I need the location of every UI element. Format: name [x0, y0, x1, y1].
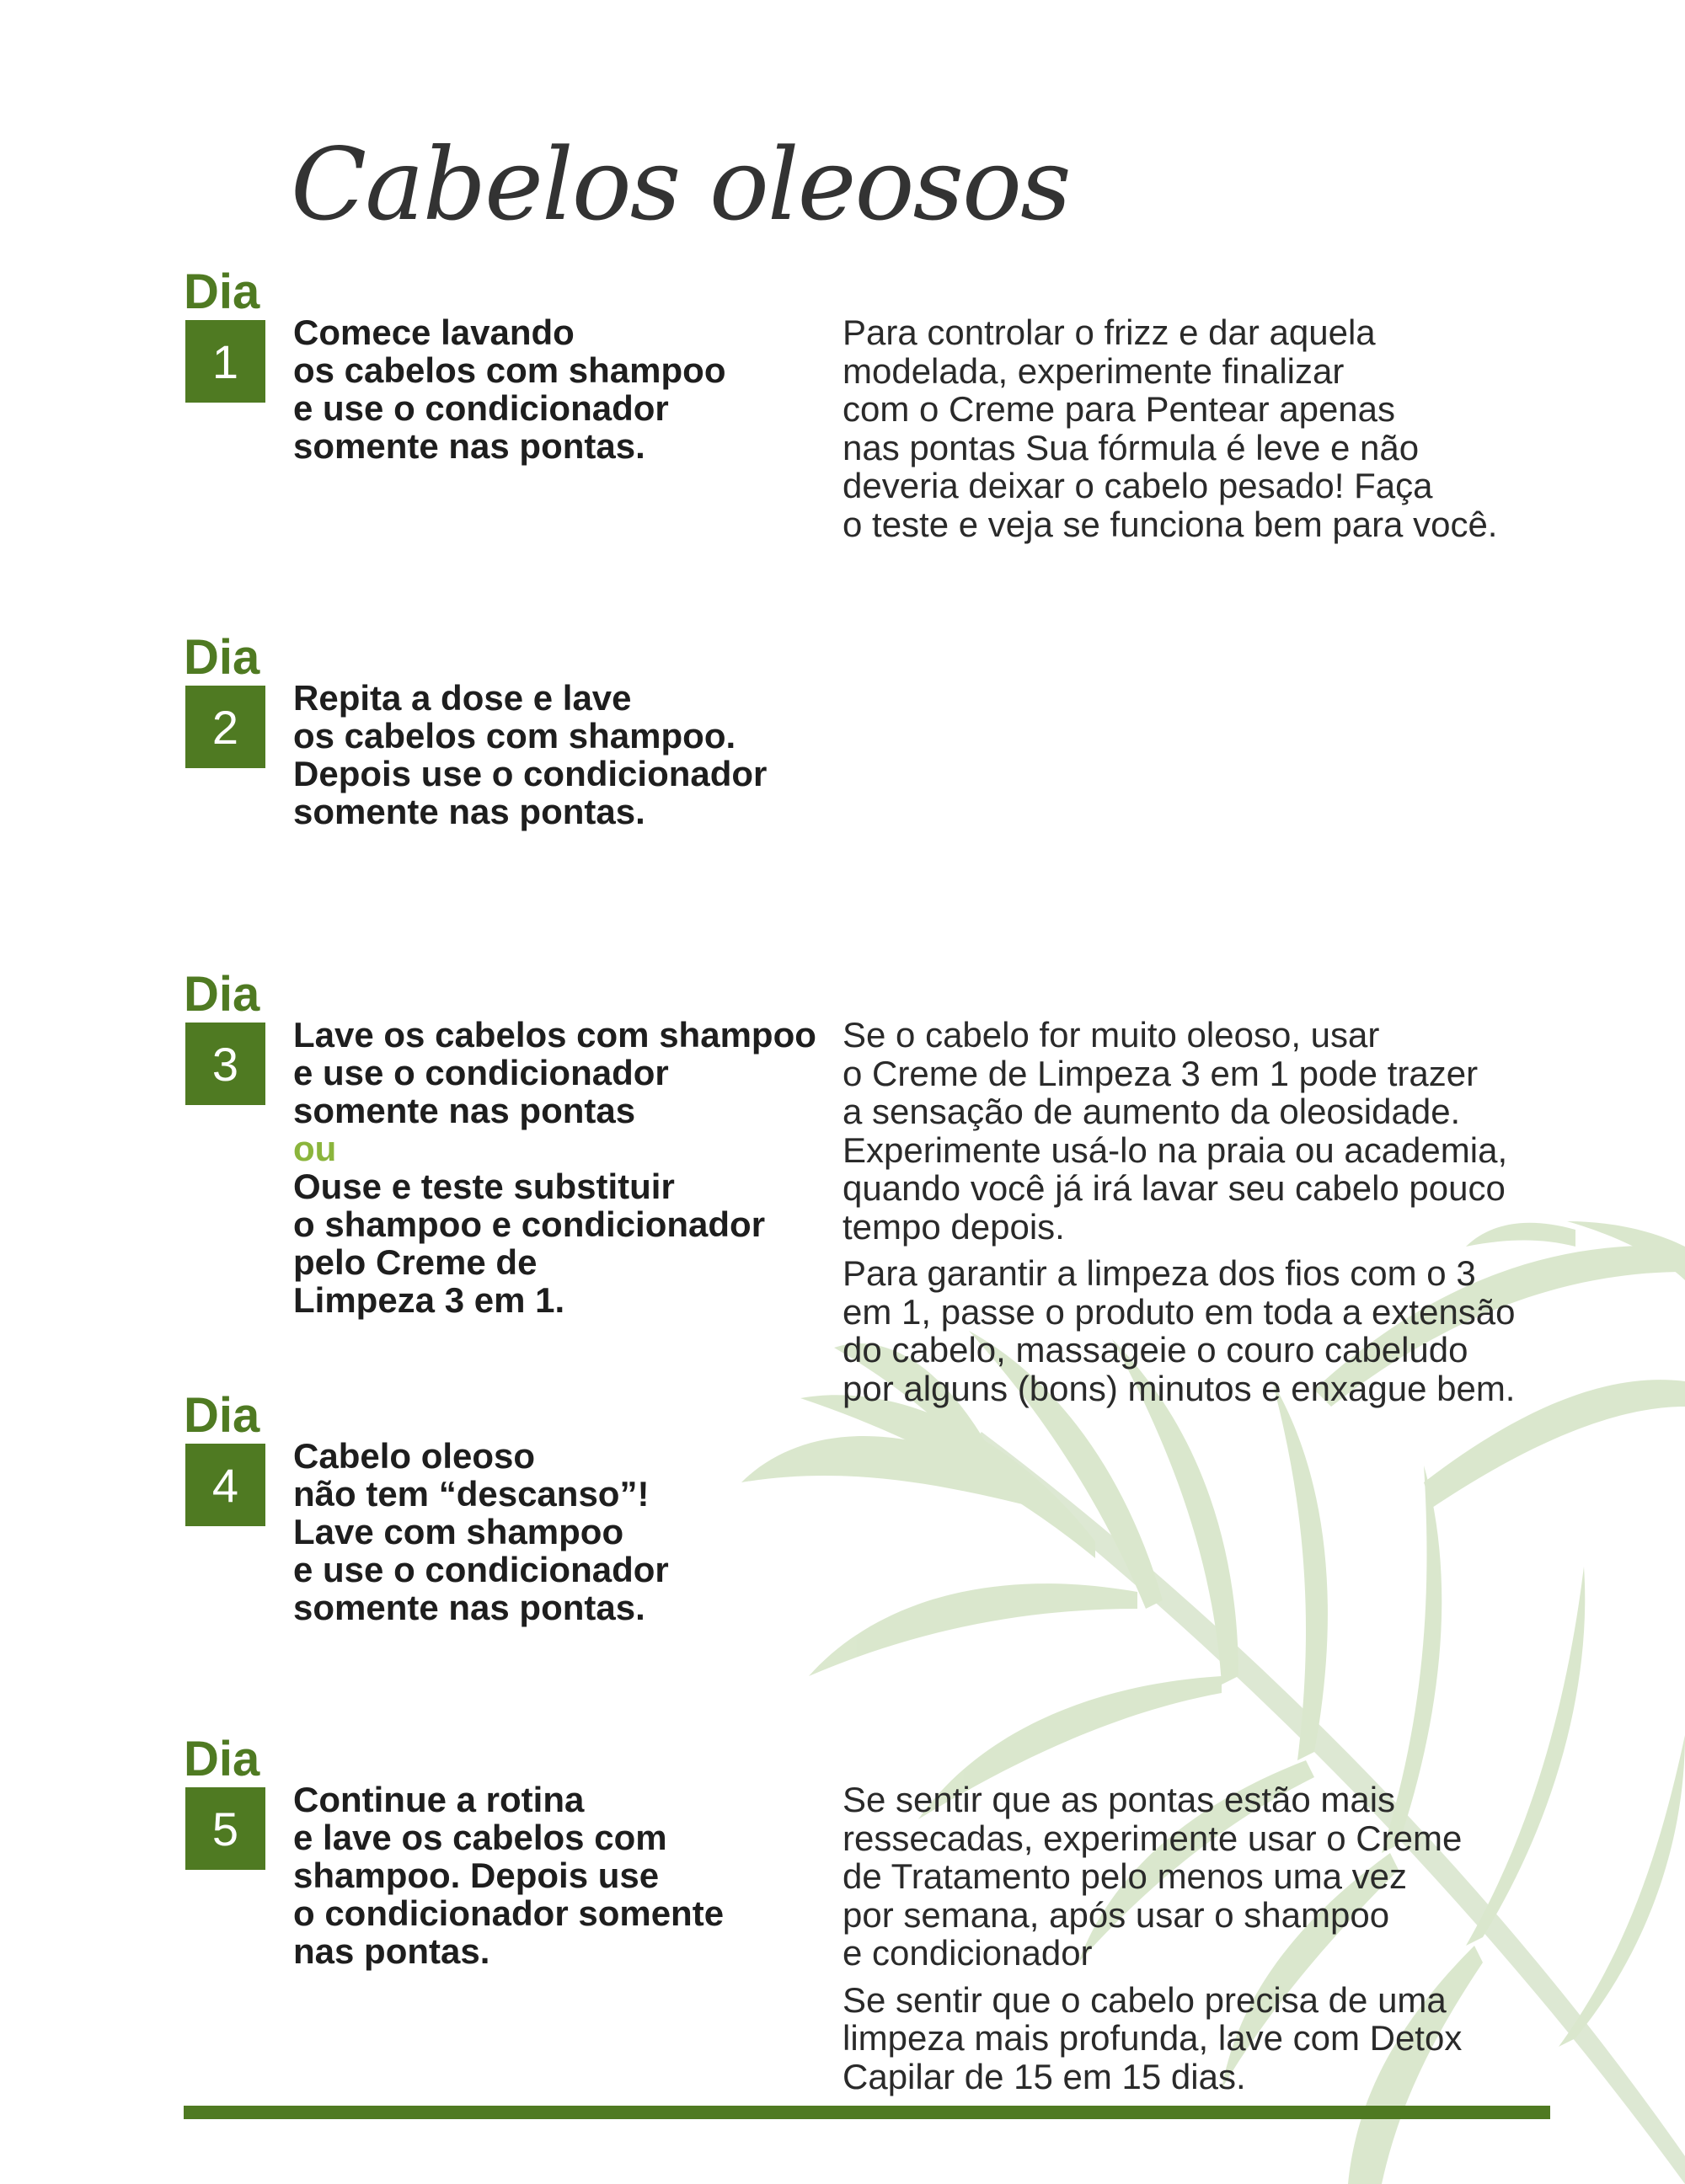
tip-line: por alguns (bons) minutos e enxague bem.: [842, 1368, 1516, 1408]
tip-line: com o Creme para Pentear apenas: [842, 389, 1396, 429]
tip-paragraph: [842, 1781, 1584, 1973]
day-5-number-badge: 5: [185, 1787, 265, 1870]
step-line: os cabelos com shampoo: [293, 350, 726, 390]
step-line: Comece lavando: [293, 312, 575, 352]
day-2-label: Dia: [184, 630, 260, 685]
step-line: e lave os cabelos com: [293, 1818, 667, 1857]
day-5-tip: [842, 1781, 1584, 2104]
tip-line: Para garantir a limpeza dos fios com o 3: [842, 1253, 1476, 1293]
tip-line: deveria deixar o cabelo pesado! Faça: [842, 466, 1433, 505]
day-1-number-badge: 1: [185, 320, 265, 403]
day-5-label: Dia: [184, 1732, 260, 1786]
tip-line: e condicionador: [842, 1933, 1093, 1973]
tip-line: tempo depois.: [842, 1206, 1065, 1247]
step-line: não tem “descanso”!: [293, 1474, 650, 1514]
day-1-tip: [842, 313, 1584, 552]
step-line: Depois use o condicionador: [293, 754, 768, 793]
step-line: Limpeza 3 em 1.: [293, 1280, 565, 1320]
page-title: Cabelos oleosos: [291, 126, 1070, 243]
tip-line: Capilar de 15 em 15 dias.: [842, 2056, 1246, 2096]
tip-line: nas pontas Sua fórmula é leve e não: [842, 427, 1420, 467]
or-separator: ou: [293, 1129, 337, 1168]
tip-line: por semana, após usar o shampoo: [842, 1894, 1390, 1935]
step-line: e use o condicionador: [293, 1550, 669, 1589]
day-1-label: Dia: [184, 264, 260, 319]
tip-line: quando você já irá lavar seu cabelo pouco: [842, 1168, 1506, 1208]
tip-line: modelada, experimente finalizar: [842, 350, 1345, 391]
day-4-number-badge: 4: [185, 1444, 265, 1526]
day-3-instructions: [293, 1016, 832, 1319]
day-3-label: Dia: [184, 967, 260, 1022]
tip-line: de Tratamento pelo menos uma vez: [842, 1856, 1408, 1896]
tip-line: Para controlar o frizz e dar aquela: [842, 312, 1376, 352]
step-line: e use o condicionador: [293, 388, 669, 428]
step-line: somente nas pontas.: [293, 426, 645, 466]
day-4-instructions: [293, 1437, 832, 1626]
tip-line: Se o cabelo for muito oleoso, usar: [842, 1015, 1380, 1055]
step-line: somente nas pontas: [293, 1091, 636, 1130]
day-2-number-badge: 2: [185, 686, 265, 768]
step-line: o shampoo e condicionador: [293, 1204, 766, 1244]
tip-line: Se sentir que as pontas estão mais: [842, 1780, 1396, 1819]
day-3-tip: [842, 1016, 1584, 1416]
day-1-instructions: [293, 313, 832, 465]
day-5-instructions: [293, 1781, 832, 1970]
tip-line: a sensação de aumento da oleosidade.: [842, 1092, 1461, 1131]
tip-line: o Creme de Limpeza 3 em 1 pode trazer: [842, 1053, 1479, 1093]
step-line: pelo Creme de: [293, 1242, 538, 1282]
step-line: Lave os cabelos com shampoo: [293, 1015, 816, 1055]
tip-line: Experimente usá-lo na praia ou academia,: [842, 1129, 1508, 1170]
step-line: Continue a rotina: [293, 1780, 585, 1819]
step-line: Cabelo oleoso: [293, 1436, 536, 1476]
tip-line: do cabelo, massageie o couro cabeludo: [842, 1330, 1468, 1370]
step-line: nas pontas.: [293, 1931, 490, 1971]
tip-paragraph: [842, 1254, 1584, 1407]
tip-line: em 1, passe o produto em toda a extensão: [842, 1291, 1516, 1332]
step-line: e use o condicionador: [293, 1053, 669, 1092]
tip-paragraph: [842, 1016, 1584, 1246]
step-line: somente nas pontas.: [293, 1588, 645, 1627]
day-3-number-badge: 3: [185, 1023, 265, 1105]
day-2-instructions: [293, 679, 832, 830]
step-line: shampoo. Depois use: [293, 1856, 660, 1895]
tip-line: ressecadas, experimente usar o Creme: [842, 1818, 1463, 1858]
step-line: o condicionador somente: [293, 1893, 725, 1933]
step-line: somente nas pontas.: [293, 792, 645, 831]
step-line: Lave com shampoo: [293, 1512, 624, 1551]
step-line: os cabelos com shampoo.: [293, 716, 736, 756]
tip-line: limpeza mais profunda, lave com Detox: [842, 2018, 1463, 2058]
day-4-label: Dia: [184, 1388, 260, 1443]
tip-line: o teste e veja se funciona bem para você.: [842, 504, 1498, 544]
tip-line: Se sentir que o cabelo precisa de uma: [842, 1979, 1447, 2020]
bottom-divider-bar: [184, 2106, 1550, 2119]
tip-paragraph: [842, 313, 1584, 543]
step-line: Ouse e teste substituir: [293, 1167, 675, 1206]
tip-paragraph: [842, 1981, 1584, 2096]
step-line: Repita a dose e lave: [293, 678, 632, 718]
